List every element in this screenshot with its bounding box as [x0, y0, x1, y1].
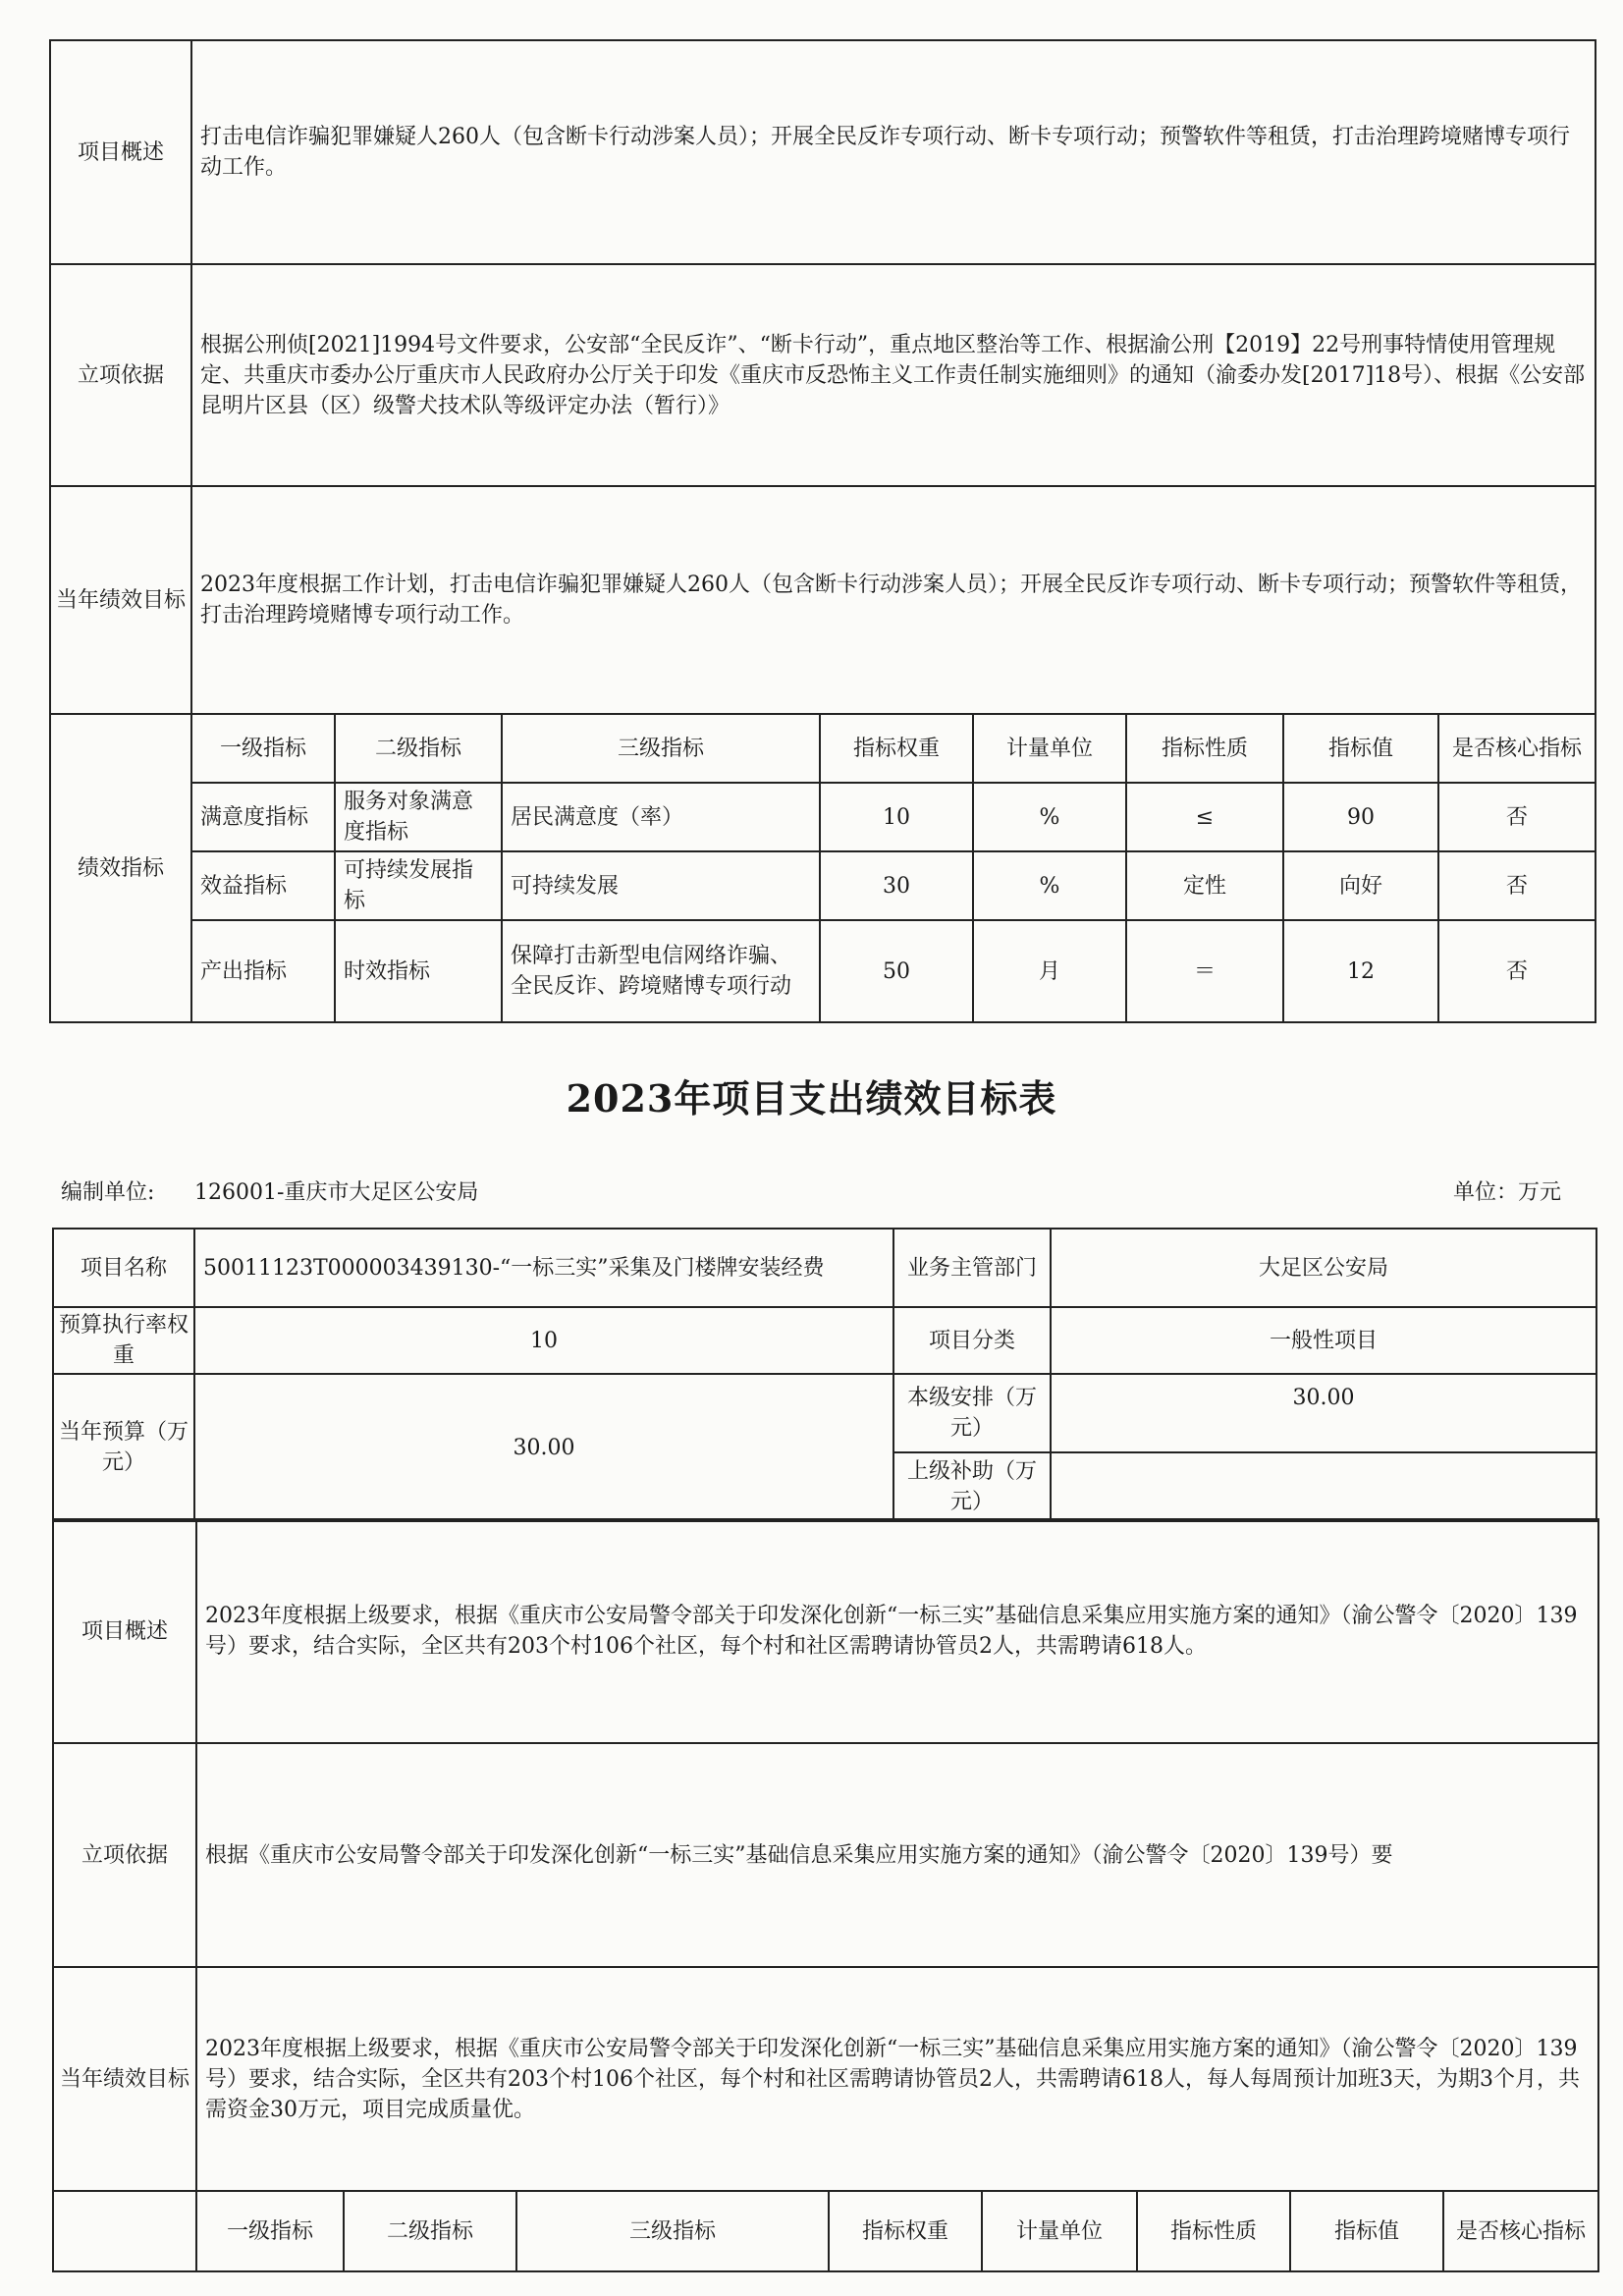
cell: 服务对象满意度指标 — [335, 783, 502, 851]
header-cell: 指标值 — [1290, 2191, 1443, 2271]
compile-unit-name: 126001-重庆市大足区公安局 — [194, 1180, 479, 1205]
basis-text: 根据《重庆市公安局警令部关于印发深化创新“一标三实”基础信息采集应用实施方案的通知》（渝公警令〔2020〕139号）要 — [196, 1743, 1598, 1967]
cell: 否 — [1438, 851, 1596, 920]
project-detail-table — [52, 1518, 1599, 2272]
header-cell: 指标权重 — [829, 2191, 982, 2271]
table-row — [50, 783, 1596, 851]
indicator-label: 绩效指标 — [50, 714, 191, 1022]
cell: 50 — [820, 920, 973, 1022]
header-cell: 是否核心指标 — [1438, 714, 1596, 783]
subsidy-value — [1051, 1452, 1596, 1521]
cell: ≤ — [1126, 783, 1283, 851]
header-cell: 一级指标 — [191, 714, 335, 783]
category-label: 项目分类 — [893, 1307, 1051, 1374]
category-value: 一般性项目 — [1051, 1307, 1596, 1374]
goal-text: 2023年度根据上级要求，根据《重庆市公安局警令部关于印发深化创新“一标三实”基础信息采集应用实施方案的通知》（渝公警令〔2020〕139号）要求，结合实际，全区共有203个村106个社区，每个村和社区需聘请协管员2人，共需聘请618人，每人每周预计加班3天，为期3个月，共需资金30万元，项目完成质量优。 — [196, 1967, 1598, 2191]
project-name-label: 项目名称 — [53, 1229, 194, 1307]
performance-table-1 — [49, 39, 1596, 1023]
budget-label: 当年预算（万元） — [53, 1374, 194, 1521]
header-cell: 计量单位 — [973, 714, 1126, 783]
goal-text: 2023年度根据工作计划，打击电信诈骗犯罪嫌疑人260人（包含断卡行动涉案人员）；开展全民反诈专项行动、断卡专项行动；预警软件等租赁，打击治理跨境赌博专项行动工作。 — [191, 486, 1596, 714]
cell: 满意度指标 — [191, 783, 335, 851]
header-cell: 三级指标 — [502, 714, 820, 783]
cell: 产出指标 — [191, 920, 335, 1022]
cell: 30 — [820, 851, 973, 920]
indicator-label-cell — [53, 2191, 196, 2271]
table-row — [50, 920, 1596, 1022]
project-info-table — [52, 1228, 1597, 1522]
cell: 可持续发展指标 — [335, 851, 502, 920]
header-cell: 指标值 — [1283, 714, 1438, 783]
basis-label: 立项依据 — [53, 1743, 196, 1967]
project-name-value: 50011123T000003439130-“一标三实”采集及门楼牌安装经费 — [194, 1229, 893, 1307]
cell: % — [973, 783, 1126, 851]
budget-value: 30.00 — [194, 1374, 893, 1521]
cell: 10 — [820, 783, 973, 851]
header-cell: 计量单位 — [982, 2191, 1137, 2271]
overview-text: 2023年度根据上级要求，根据《重庆市公安局警令部关于印发深化创新“一标三实”基础信息采集应用实施方案的通知》（渝公警令〔2020〕139号）要求，结合实际，全区共有203个村106个社区，每个村和社区需聘请协管员2人，共需聘请618人。 — [196, 1519, 1598, 1743]
cell: 12 — [1283, 920, 1438, 1022]
cell: 效益指标 — [191, 851, 335, 920]
overview-text: 打击电信诈骗犯罪嫌疑人260人（包含断卡行动涉案人员）；开展全民反诈专项行动、断卡专项行动；预警软件等租赁，打击治理跨境赌博专项行动工作。 — [191, 40, 1596, 264]
unit-measure: 单位：万元 — [1453, 1180, 1562, 1205]
overview-label: 项目概述 — [53, 1519, 196, 1743]
cell: 定性 — [1126, 851, 1283, 920]
goal-label: 当年绩效目标 — [50, 486, 191, 714]
dept-value: 大足区公安局 — [1051, 1229, 1596, 1307]
header-cell: 二级指标 — [344, 2191, 516, 2271]
cell: 居民满意度（率） — [502, 783, 820, 851]
header-cell: 指标性质 — [1126, 714, 1283, 783]
dept-label: 业务主管部门 — [893, 1229, 1051, 1307]
header-cell: 指标性质 — [1137, 2191, 1290, 2271]
compile-unit-label: 编制单位: — [61, 1180, 155, 1205]
cell: 否 — [1438, 783, 1596, 851]
subsidy-label: 上级补助（万元） — [893, 1452, 1051, 1521]
header-cell: 二级指标 — [335, 714, 502, 783]
goal-label: 当年绩效目标 — [53, 1967, 196, 2191]
cell: 保障打击新型电信网络诈骗、全民反诈、跨境赌博专项行动 — [502, 920, 820, 1022]
overview-label: 项目概述 — [50, 40, 191, 264]
basis-text: 根据公刑侦[2021]1994号文件要求，公安部“全民反诈”、“断卡行动”，重点地区整治等工作、根据渝公刑【2019】22号刑事特情使用管理规定、共重庆市委办公厅重庆市人民政府办公厅关于印发《重庆市反恐怖主义工作责任制实施细则》的通知（渝委办发[2017]18号）、根据《公安部昆明片区县（区）级警犬技术队等级评定办法（暂行）》 — [191, 264, 1596, 486]
cell: 否 — [1438, 920, 1596, 1022]
rate-value: 10 — [194, 1307, 893, 1374]
cell: 月 — [973, 920, 1126, 1022]
cell: ＝ — [1126, 920, 1283, 1022]
local-label: 本级安排（万元） — [893, 1374, 1051, 1452]
local-value: 30.00 — [1051, 1374, 1596, 1452]
page-title: 2023年项目支出绩效目标表 — [566, 1076, 1057, 1121]
rate-label: 预算执行率权重 — [53, 1307, 194, 1374]
cell: 时效指标 — [335, 920, 502, 1022]
table-row — [50, 851, 1596, 920]
cell: 90 — [1283, 783, 1438, 851]
basis-label: 立项依据 — [50, 264, 191, 486]
header-cell: 是否核心指标 — [1443, 2191, 1598, 2271]
header-cell: 三级指标 — [516, 2191, 829, 2271]
header-cell: 一级指标 — [196, 2191, 344, 2271]
cell: 向好 — [1283, 851, 1438, 920]
header-cell: 指标权重 — [820, 714, 973, 783]
cell: 可持续发展 — [502, 851, 820, 920]
cell: % — [973, 851, 1126, 920]
